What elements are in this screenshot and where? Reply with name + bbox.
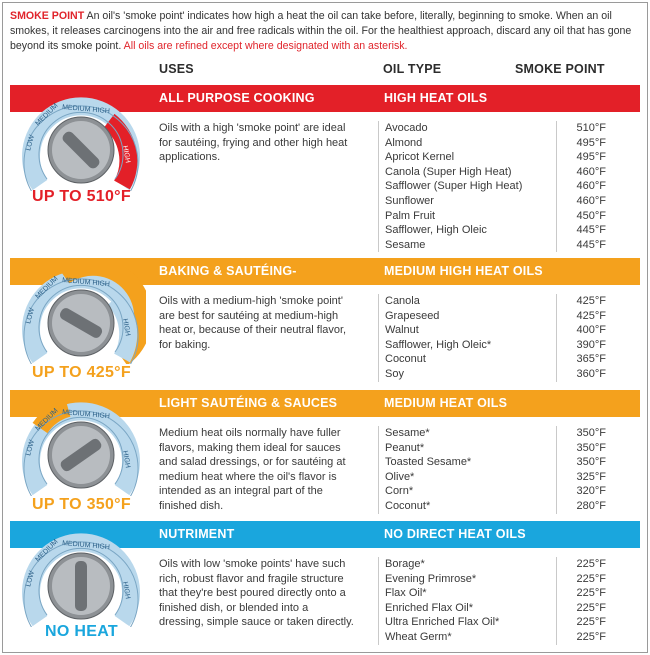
heat-level-label: UP TO 425°F bbox=[32, 364, 131, 381]
smoke-point-value: 425°F bbox=[576, 295, 606, 307]
oil-type-title: NO DIRECT HEAT OILS bbox=[384, 527, 526, 541]
smoke-point-value: 350°F bbox=[576, 427, 606, 439]
oil-type-title: MEDIUM HIGH HEAT OILS bbox=[384, 264, 543, 278]
oil-name: Soy bbox=[385, 367, 404, 380]
heat-level-label: NO HEAT bbox=[45, 623, 118, 640]
dial-label-medium: MEDIUM bbox=[34, 275, 60, 301]
dial-label-medium-high: MEDIUM HIGH bbox=[61, 277, 111, 289]
use-title: NUTRIMENT bbox=[159, 527, 235, 541]
dial-label-high: HIGH bbox=[121, 318, 131, 337]
smoke-point-list bbox=[556, 426, 606, 514]
heat-dial-icon bbox=[16, 529, 146, 627]
dial-label-low: LOW bbox=[25, 439, 37, 457]
dial-label-medium-high: MEDIUM HIGH bbox=[61, 540, 111, 552]
oil-name: Olive* bbox=[385, 470, 415, 483]
smoke-point-value: 365°F bbox=[576, 353, 606, 366]
use-description: Oils with a medium-high 'smoke point' are best for sautéing at medium-high heat or, because of their neutral flavor, for baking. bbox=[159, 295, 347, 351]
dial-label-medium: MEDIUM bbox=[34, 538, 60, 564]
use-description: Oils with low 'smoke points' have such rich, robust flavor and fragile structure that they're best poured directly onto a finished dish, or blended into a dressing, simple sauce or taken directly. bbox=[159, 558, 354, 629]
dial-label-medium: MEDIUM bbox=[34, 102, 60, 128]
smoke-point-value: 400°F bbox=[576, 324, 606, 337]
smoke-point-value: 510°F bbox=[576, 122, 606, 134]
oil-name: Safflower (Super High Heat) bbox=[385, 180, 523, 193]
oil-name: Enriched Flax Oil* bbox=[385, 601, 474, 614]
oil-name: Safflower, High Oleic bbox=[385, 224, 487, 237]
oil-name: Sesame* bbox=[385, 427, 430, 439]
smoke-point-value: 460°F bbox=[576, 165, 606, 178]
smoke-point-value: 495°F bbox=[576, 151, 606, 164]
section-medium-high-heat bbox=[10, 258, 640, 384]
oil-name: Sesame bbox=[385, 238, 426, 251]
heat-level-label: UP TO 350°F bbox=[32, 496, 131, 513]
oil-name: Toasted Sesame* bbox=[385, 456, 472, 469]
oil-name: Apricot Kernel bbox=[385, 151, 455, 164]
oil-type-title: HIGH HEAT OILS bbox=[384, 91, 488, 105]
oil-name: Palm Fruit bbox=[385, 209, 436, 222]
smoke-point-value: 350°F bbox=[576, 456, 606, 469]
smoke-point-value: 225°F bbox=[576, 601, 606, 614]
smoke-point-value: 460°F bbox=[576, 194, 606, 207]
oil-name: Almond bbox=[385, 136, 423, 149]
dial-label-medium-high: MEDIUM HIGH bbox=[61, 409, 111, 421]
oil-name: Evening Primrose* bbox=[385, 572, 477, 585]
smoke-point-value: 225°F bbox=[576, 630, 606, 643]
oil-list bbox=[378, 557, 553, 645]
oil-name: Sunflower bbox=[385, 194, 434, 207]
section-medium-heat bbox=[10, 390, 640, 518]
use-description: Medium heat oils normally have fuller flavors, making them ideal for sauces and salad dressings, or for sautéing at medium heat where the oil's flavor is intended as an integral part of the finished dish. bbox=[159, 427, 346, 512]
smoke-point-value: 390°F bbox=[576, 338, 606, 351]
section-no-heat bbox=[10, 521, 640, 649]
oil-name: Borage* bbox=[385, 558, 425, 570]
smoke-point-list bbox=[556, 294, 606, 382]
dial-label-low: LOW bbox=[25, 570, 37, 588]
smoke-point-value: 225°F bbox=[576, 572, 606, 585]
smoke-point-value: 225°F bbox=[576, 558, 606, 570]
dial-label-medium: MEDIUM bbox=[34, 407, 60, 433]
oil-name: Coconut* bbox=[385, 499, 431, 512]
dial-label-high: HIGH bbox=[121, 145, 131, 164]
intro-body: An oil's 'smoke point' indicates how high a heat the oil can take before, literally, beginning to smoke. When an oil smokes, it releases carcinogens into the air and free radicals within the oil. For the healthiest approach, discard any oil that has gone beyond its smoke point. bbox=[10, 10, 632, 52]
column-header-uses: USES bbox=[159, 62, 194, 76]
use-title: ALL PURPOSE COOKING bbox=[159, 91, 315, 105]
column-header-smoke-point: SMOKE POINT bbox=[515, 62, 605, 76]
dial-label-low: LOW bbox=[25, 307, 37, 325]
heat-level-label: UP TO 510°F bbox=[32, 188, 131, 205]
heat-dial-icon bbox=[16, 398, 146, 496]
smoke-point-value: 425°F bbox=[576, 309, 606, 322]
oil-name: Safflower, High Oleic* bbox=[385, 338, 492, 351]
intro-note: All oils are refined except where designated with an asterisk. bbox=[123, 40, 408, 52]
smoke-point-list bbox=[556, 121, 606, 252]
smoke-point-value: 320°F bbox=[576, 485, 606, 498]
column-header-oil-type: OIL TYPE bbox=[383, 62, 442, 76]
use-title: BAKING & SAUTÉING- bbox=[159, 264, 297, 278]
use-description: Oils with a high 'smoke point' are ideal for sautéing, frying and other high heat applications. bbox=[159, 122, 348, 164]
oil-name: Corn* bbox=[385, 485, 414, 498]
dial-label-low: LOW bbox=[25, 134, 37, 152]
oil-name: Avocado bbox=[385, 122, 428, 134]
smoke-point-value: 460°F bbox=[576, 180, 606, 193]
smoke-point-list bbox=[556, 557, 606, 645]
oil-type-title: MEDIUM HEAT OILS bbox=[384, 396, 508, 410]
oil-name: Ultra Enriched Flax Oil* bbox=[385, 616, 500, 629]
oil-list bbox=[378, 121, 553, 252]
dial-label-medium-high: MEDIUM HIGH bbox=[61, 104, 111, 116]
smoke-point-value: 445°F bbox=[576, 238, 606, 251]
oil-list bbox=[378, 294, 553, 382]
oil-name: Peanut* bbox=[385, 441, 425, 454]
dial-label-high: HIGH bbox=[121, 581, 131, 600]
smoke-point-value: 360°F bbox=[576, 367, 606, 380]
oil-name: Grapeseed bbox=[385, 309, 440, 322]
smoke-point-value: 280°F bbox=[576, 499, 606, 512]
section-high-heat bbox=[10, 85, 640, 255]
use-title: LIGHT SAUTÉING & SAUCES bbox=[159, 396, 338, 410]
oil-name: Canola (Super High Heat) bbox=[385, 165, 512, 178]
oil-name: Wheat Germ* bbox=[385, 630, 452, 643]
oil-name: Coconut bbox=[385, 353, 426, 366]
smoke-point-value: 495°F bbox=[576, 136, 606, 149]
smoke-point-value: 325°F bbox=[576, 470, 606, 483]
smoke-point-value: 225°F bbox=[576, 587, 606, 600]
heat-dial-icon bbox=[16, 93, 146, 191]
smoke-point-value: 350°F bbox=[576, 441, 606, 454]
smoke-point-value: 225°F bbox=[576, 616, 606, 629]
intro-lead: SMOKE POINT bbox=[10, 10, 85, 22]
oil-list bbox=[378, 426, 553, 514]
oil-name: Walnut bbox=[385, 324, 419, 337]
dial-label-high: HIGH bbox=[121, 450, 131, 469]
smoke-point-value: 445°F bbox=[576, 224, 606, 237]
heat-dial-icon bbox=[16, 266, 146, 364]
intro-paragraph bbox=[10, 9, 638, 54]
oil-name: Canola bbox=[385, 295, 420, 307]
smoke-point-value: 450°F bbox=[576, 209, 606, 222]
oil-name: Flax Oil* bbox=[385, 587, 427, 600]
